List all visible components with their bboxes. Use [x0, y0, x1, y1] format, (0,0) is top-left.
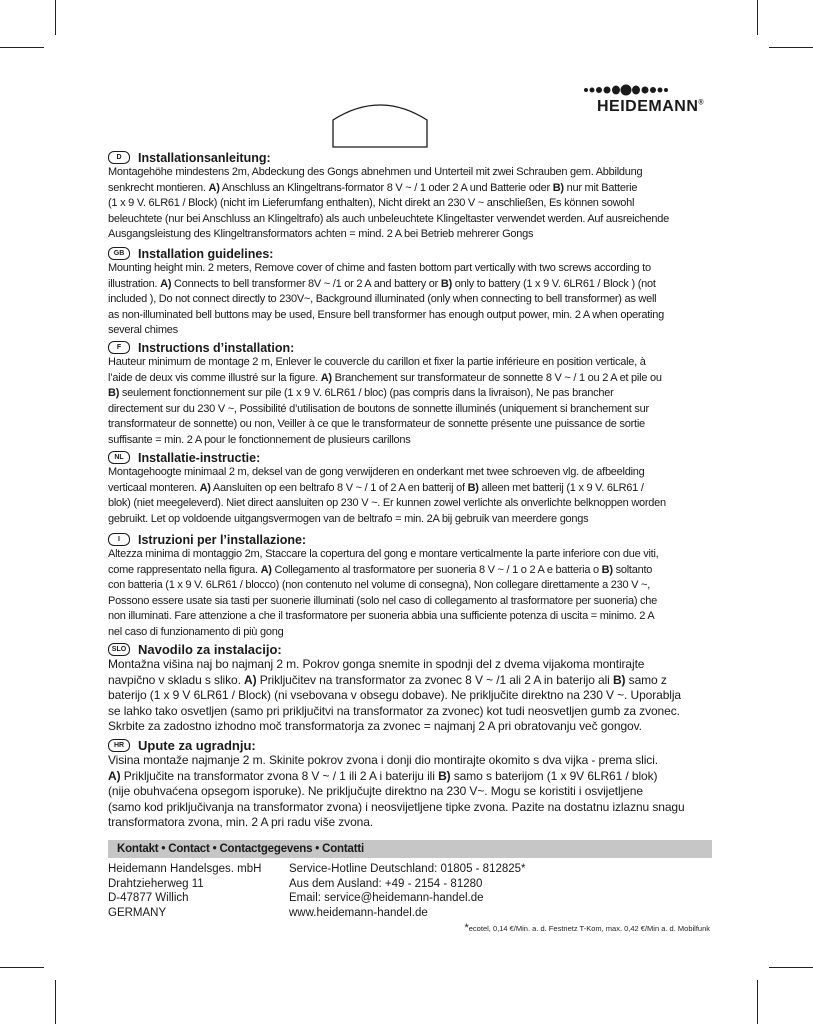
crop-mark [757, 980, 758, 1024]
text-line [108, 355, 710, 371]
text-run: Skrbite za zadostno izhodno moč transformatorja za zvonec = najmanj 2 A pri obratovanju več gongov. [108, 719, 642, 733]
option-label: B) [108, 387, 120, 399]
option-label: B) [438, 768, 451, 783]
language-badge-icon: I [108, 533, 130, 546]
text-line [108, 465, 710, 481]
text-run: gebruikt. Let op voldoende uitgangsvermogen van de beltrafo = min. 2A bij gebruik van meerdere gongs [108, 512, 589, 525]
section-heading [108, 532, 710, 547]
option-label: A) [260, 563, 272, 576]
language-badge-icon: HR [108, 739, 130, 752]
text-line [108, 261, 710, 277]
crop-mark [769, 47, 813, 48]
section-title: Installatie-instructie: [138, 450, 261, 465]
text-run: transformatora zvona, min. 2 A pri radu više zvona. [108, 815, 374, 829]
service-contact [289, 862, 526, 920]
text-line [108, 547, 710, 563]
section-heading [108, 642, 710, 657]
section-heading [108, 150, 710, 165]
text-run: (nije obuhvaćena opsegom isporuke). Ne priključujte direktno na 230 V~. Mogu se koristiti i osvijetljene [108, 784, 643, 798]
text-line [108, 512, 710, 528]
text-run: soltanto [612, 563, 653, 576]
text-run: Anschluss an Klingeltrans-formator 8 V ~ / 1 oder 2 A und Batterie oder [219, 181, 553, 194]
option-label: A) [160, 277, 172, 290]
text-run: baterijo (1 x 9 V 6LR61 / Block) (ni vsebovana v obsegu dobave). Ne priključite direktno na 230 V ~. Uporablja [108, 688, 681, 702]
text-run: blok) (niet meegeleverd). Niet direct aansluiten op 230 V ~. Er kunnen zowel verlichte als onverlichte belknoppen worden [108, 497, 666, 509]
section-body [108, 165, 710, 243]
text-line [108, 769, 710, 785]
section-nl [108, 450, 710, 527]
crop-mark [55, 0, 56, 35]
text-line [108, 625, 710, 641]
text-run: included ), Do not connect directly to 230V~, Background illuminated (only when connecting to bell transformer) as well [108, 293, 657, 305]
text-line [108, 196, 710, 212]
option-label: B) [467, 481, 479, 494]
text-line [108, 212, 710, 228]
section-body [108, 753, 710, 831]
text-run: as non-illuminated bell buttons may be used, Ensure bell transformer has enough output power, min. 2 A when operating [108, 308, 664, 321]
section-heading [108, 738, 710, 753]
footnote: *ecotel, 0,14 €/Min. a. d. Festnetz T-Kom, max. 0,42 €/Min a. d. Mobilfunk [464, 922, 710, 934]
section-body [108, 547, 710, 640]
text-line [108, 181, 710, 197]
language-badge-icon: F [108, 341, 130, 354]
language-badge-icon: SLO [108, 643, 130, 656]
section-body [108, 261, 710, 339]
section-d [108, 150, 710, 243]
section-f [108, 340, 710, 448]
brand-name: HEIDEMANN® [597, 98, 705, 115]
text-line [108, 753, 710, 769]
text-run: Ausgangsleistung des Klingeltransformators achten = mind. 2 A bei Betrieb mehrerer Gongs [108, 228, 534, 240]
section-title: Installationsanleitung: [138, 150, 271, 165]
text-run: Visina montaže najmanje 2 m. Skinite pokrov zvona i donji dio montirajte okomito s dva vijka - prema slici. [108, 753, 658, 767]
text-run: (1 x 9 V. 6LR61 / Block) (nicht im Lieferumfang enthalten), Nicht direkt an 230 V ~ anschließen, Es können sowohl [108, 197, 635, 209]
text-run: nel caso di funzionamento di più gong [108, 625, 284, 638]
section-title: Installation guidelines: [138, 246, 274, 261]
option-label: A) [108, 768, 121, 783]
crop-mark [757, 0, 758, 35]
text-line [108, 594, 710, 610]
text-run: verticaal monteren. [108, 481, 200, 494]
section-i [108, 532, 710, 640]
section-title: Istruzioni per l’installazione: [138, 532, 307, 547]
logo-dots-icon [583, 84, 673, 96]
email-link[interactable]: Email: service@heidemann-handel.de [289, 892, 484, 904]
text-run: samo z [625, 672, 667, 687]
text-run: Montažna višina naj bo najmanj 2 m. Pokrov gonga snemite in spodnji del z dvema vijakoma montirajte [108, 657, 645, 671]
option-label: B) [440, 277, 452, 290]
hotline-abroad: Aus dem Ausland: +49 - 2154 - 81280 [289, 877, 483, 890]
section-body [108, 465, 710, 527]
section-heading [108, 340, 710, 355]
text-line [108, 433, 710, 449]
contact-header: Kontakt • Contact • Contactgegevens • Contatti [108, 840, 712, 858]
text-run: only to battery (1 x 9 V. 6LR61 / Block ) (not [451, 277, 656, 290]
option-label: A) [208, 181, 220, 194]
hotline-germany: Service-Hotline Deutschland: 01805 - 812825* [289, 863, 526, 875]
text-line [108, 609, 710, 625]
text-line [108, 308, 710, 324]
text-line [108, 496, 710, 512]
text-run: se lahko tako osvetljen (samo pri priključitvi na transformator za zvonec) kot tudi neosvetljen gumb za zvonec. [108, 703, 680, 718]
text-run: Priključitev na transformator za zvonec 8 V ~ /1 ali 2 A in baterijo ali [256, 672, 613, 687]
text-run: Collegamento al trasformatore per suoneria 8 V ~ / 1 o 2 A e batteria o [271, 563, 602, 576]
section-gb [108, 246, 710, 339]
text-run: non illuminati. Fare attenzione a che il trasformatore per suoneria abbia una sufficiente potenza di uscita = minimo. 2 A [108, 610, 655, 622]
text-line [108, 657, 710, 673]
text-run: transformateur de sonnette) ou non, Veiller à ce que le transformateur de sonnette présente une puissance de sortie [108, 418, 645, 430]
text-line [108, 800, 710, 816]
text-line [108, 704, 710, 720]
crop-mark [0, 47, 44, 48]
website-link[interactable]: www.heidemann-handel.de [289, 906, 428, 919]
text-run: Montagehoogte minimaal 2 m, deksel van de gong verwijderen en onderkant met twee schroeven vlg. de afbeelding [108, 466, 645, 478]
text-line [108, 784, 710, 800]
language-badge-icon: NL [108, 451, 130, 464]
text-line [108, 165, 710, 181]
section-title: Upute za ugradnju: [138, 738, 256, 753]
section-title: Instructions d’installation: [138, 340, 295, 355]
text-run: Branchement sur transformateur de sonnette 8 V ~ / 1 ou 2 A et pile ou [331, 371, 662, 384]
text-run: illustration. [108, 277, 161, 290]
text-run: suffisante = min. 2 A pour le fonctionnement de plusieurs carillons [108, 433, 411, 446]
text-line [108, 417, 710, 433]
text-line [108, 563, 710, 579]
text-run: l’aide de deux vis comme illustré sur la figure. [108, 371, 321, 384]
text-run: several chimes [108, 324, 178, 336]
text-run: Altezza minima di montaggio 2m, Staccare la copertura del gong e montare verticalmente la parte inferiore con due viti, [108, 548, 659, 560]
text-run: samo s baterijom (1 x 9V 6LR61 / blok) [450, 768, 658, 783]
text-line [108, 277, 710, 293]
section-slo [108, 642, 710, 735]
section-title: Navodilo za instalacijo: [138, 642, 282, 657]
text-run: Aansluiten op een beltrafo 8 V ~ / 1 of 2 A en batterij of [210, 481, 468, 494]
crop-mark [0, 967, 44, 968]
section-body [108, 657, 710, 735]
address-line: D-47877 Willich [108, 892, 189, 904]
chime-outline-icon [330, 98, 430, 150]
text-run: senkrecht montieren. [108, 181, 209, 194]
text-run: directement sur du 230 V ~, Possibilité d’utilisation de boutons de sonnette illuminés (uniquement si branchement sur [108, 402, 649, 415]
text-line [108, 292, 710, 308]
text-run: nur mit Batterie [563, 181, 638, 194]
section-hr [108, 738, 710, 831]
text-line [108, 719, 710, 735]
option-label: A) [199, 481, 211, 494]
text-run: Possono essere usate sia tasti per suonerie illuminati (solo nel caso di collegamento al trasformatore per suoneria) che [108, 594, 658, 607]
text-line [108, 815, 710, 831]
section-body [108, 355, 710, 448]
text-run: beleuchtete (nur bei Anschluss an Klingeltrafo) als auch unbeleuchtete Klingeltaster verwendet werden. Auf ausreichende [108, 212, 669, 225]
text-line [108, 386, 710, 402]
text-run: Connects to bell transformer 8V ~ /1 or 2 A and battery or [171, 277, 441, 290]
crop-mark [55, 980, 56, 1024]
text-run: Mounting height min. 2 meters, Remove cover of chime and fasten bottom part vertically with two screws according to [108, 262, 651, 274]
heidemann-logo [583, 84, 723, 124]
text-run: seulement fonctionnement sur pile (1 x 9 V. 6LR61 / bloc) (pas compris dans la livraison), Ne pas brancher [119, 387, 614, 399]
text-run: con batteria (1 x 9 V. 6LR61 / blocco) (non contenuto nel volume di consegna), Non collegare direttamente a 230 V ~, [108, 579, 651, 591]
language-badge-icon: GB [108, 247, 130, 260]
text-line [108, 323, 710, 339]
text-run: navpično v skladu s sliko. [108, 672, 245, 687]
address-line: Heidemann Handelsges. mbH [108, 863, 262, 875]
text-line [108, 227, 710, 243]
text-run: Priključite na transformator zvona 8 V ~ / 1 ili 2 A i bateriju ili [120, 768, 439, 783]
section-heading [108, 246, 710, 261]
text-line [108, 688, 710, 704]
option-label: B) [612, 672, 626, 687]
section-heading [108, 450, 710, 465]
text-line [108, 481, 710, 497]
text-line [108, 402, 710, 418]
text-run: Hauteur minimum de montage 2 m, Enlever le couvercle du carillon et fixer la partie inférieure en position verticale, à [108, 356, 646, 368]
company-address [108, 862, 261, 920]
text-run: (samo kod priključivanja na transformator zvona) i neosvijetljene tipke zvona. Pazite na dostatnu izlaznu snagu [108, 799, 685, 814]
text-run: Montagehöhe mindestens 2m, Abdeckung des Gongs abnehmen und Unterteil mit zwei Schrauben gem. Abbildung [108, 166, 643, 178]
crop-mark [769, 967, 813, 968]
option-label: A) [320, 371, 332, 384]
text-run: alleen met batterij (1 x 9 V. 6LR61 / [478, 481, 644, 494]
option-label: B) [552, 181, 564, 194]
address-line: GERMANY [108, 906, 167, 919]
option-label: A) [244, 672, 257, 687]
language-badge-icon: D [108, 151, 130, 164]
address-line: Drahtzieherweg 11 [108, 877, 204, 890]
text-line [108, 371, 710, 387]
text-line [108, 673, 710, 689]
text-line [108, 578, 710, 594]
text-run: come rappresentato nella figura. [108, 563, 261, 576]
option-label: B) [601, 563, 613, 576]
